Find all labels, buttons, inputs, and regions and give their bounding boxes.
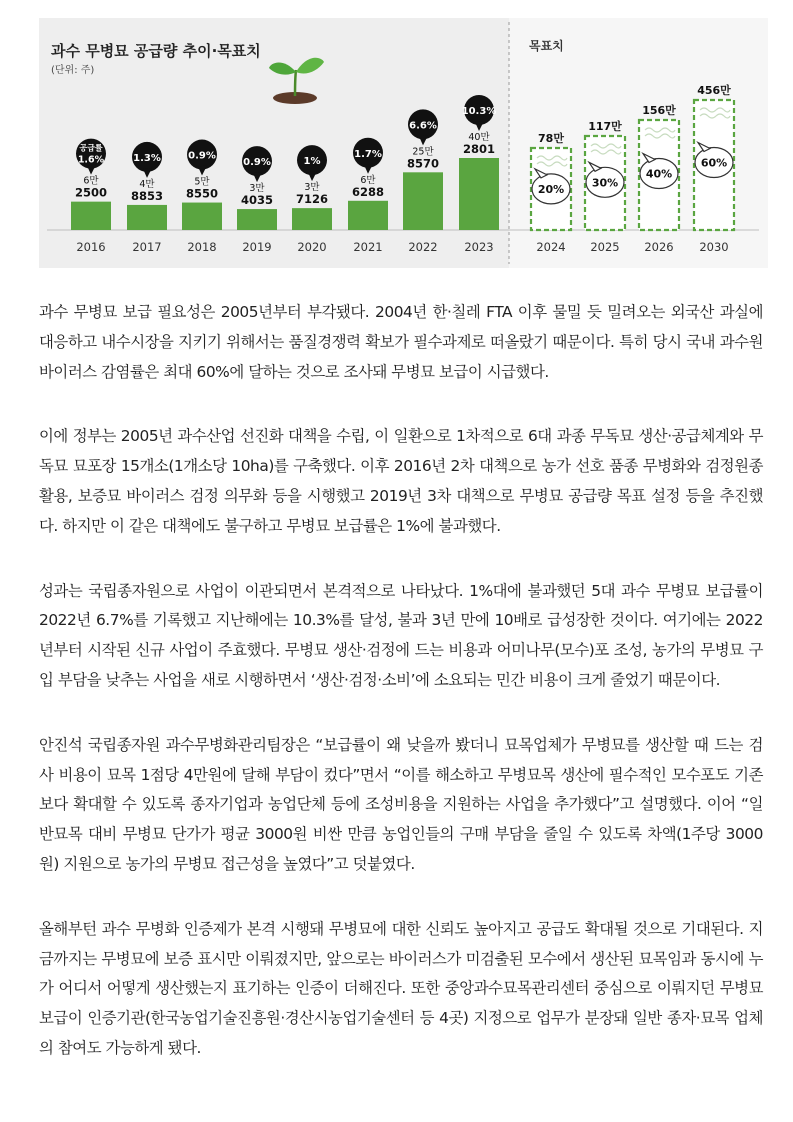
bar bbox=[127, 205, 167, 230]
x-tick-label: 2019 bbox=[242, 240, 272, 254]
rate-label: 0.9% bbox=[188, 150, 216, 162]
x-tick-label: 2022 bbox=[408, 240, 438, 254]
value-label-lower: 8853 bbox=[130, 188, 164, 203]
value-label-lower: 8550 bbox=[185, 186, 219, 201]
target-label: 목표치 bbox=[529, 39, 564, 53]
value-label-upper: 25만 bbox=[412, 146, 434, 158]
rate-label: 60% bbox=[700, 156, 728, 170]
bar bbox=[71, 202, 111, 230]
paragraph: 이에 정부는 2005년 과수산업 선진화 대책을 수립, 이 일환으로 1차적으로 6대 과종 무독묘 생산·공급체계와 무독묘 묘포장 15개소(1개소당 10ha)를 구축했다. 이후 2016년 2차 대책으로 농가 선호 품종 무병화와 검정원종 활용, 보증묘 바이러스 검정 의무화 등을 시행했고 2019년 3차 대책으로 무병묘 공급량 목표 설정 등을 추진했다. 하지만 이 같은 대책에도 불구하고 무병묘 보급률은 1%에 불과했다. bbox=[39, 427, 763, 535]
x-tick-label: 2016 bbox=[76, 240, 106, 254]
sprout-icon bbox=[269, 58, 324, 104]
rate-bubble-tail bbox=[143, 168, 152, 178]
value-label: 117만 bbox=[588, 120, 622, 133]
x-tick-label: 2021 bbox=[353, 240, 383, 254]
rate-label: 0.9% bbox=[243, 157, 271, 169]
x-tick-label: 2020 bbox=[297, 240, 327, 254]
rate-prefix: 공급률 bbox=[79, 143, 103, 153]
rate-label: 30% bbox=[591, 176, 619, 190]
value-label-upper: 6만 bbox=[83, 175, 99, 187]
x-tick-label: 2026 bbox=[644, 240, 674, 254]
value-label: 456만 bbox=[697, 84, 731, 97]
value-label: 156만 bbox=[642, 104, 676, 117]
value-label: 78만 bbox=[538, 132, 564, 145]
value-label-lower: 7126 bbox=[295, 192, 329, 207]
x-tick-label: 2030 bbox=[699, 240, 729, 254]
bar bbox=[403, 172, 443, 230]
paragraph: 안진석 국립종자원 과수무병화관리팀장은 “보급률이 왜 낮을까 봤더니 묘목업체가 무병묘를 생산할 때 드는 검사 비용이 묘목 1점당 4만원에 달해 부담이 컸다”면서 “이를 해소하고 무병묘목 생산에 필수적인 모수포도 기존보다 확대할 수 있도록 종자기업과 농업단체 등에 조성비용을 지원하는 사업을 추가했다”고 설명했다. 이어 “일반묘목 대비 무병묘 단가가 평균 3000원 비싼 만큼 농업인들의 구매 부담을 줄일 수 있도록 차액(1주당 3000원) 지원으로 농가의 무병묘 접근성을 높였다”고 덧붙였다. bbox=[39, 735, 763, 873]
rate-bubble-tail bbox=[308, 171, 317, 181]
article-body bbox=[39, 298, 763, 1099]
x-tick-label: 2023 bbox=[464, 240, 494, 254]
chart-title: 과수 무병묘 공급량 추이·목표치 bbox=[51, 42, 261, 60]
rate-bubble-tail bbox=[87, 165, 96, 175]
paragraph: 과수 무병묘 보급 필요성은 2005년부터 부각됐다. 2004년 한·칠레 FTA 이후 물밀 듯 밀려오는 외국산 과실에 대응하고 내수시장을 지키기 위해서는 품질경쟁력 확보가 필수과제로 떠올랐기 때문이다. 특히 당시 국내 과수원 바이러스 감염률은 최대 60%에 달하는 것으로 조사돼 무병묘 보급이 시급했다. bbox=[39, 303, 763, 381]
value-label-lower: 6288 bbox=[351, 184, 385, 199]
x-tick-label: 2024 bbox=[536, 240, 566, 254]
value-label-upper: 5만 bbox=[194, 176, 210, 188]
rate-bubble-tail bbox=[475, 121, 484, 131]
bar bbox=[237, 209, 277, 230]
rate-label: 40% bbox=[645, 167, 673, 181]
paragraph: 올해부턴 과수 무병화 인증제가 본격 시행돼 무병묘에 대한 신뢰도 높아지고 공급도 확대될 것으로 기대된다. 지금까지는 무병묘에 보증 표시만 이뤄졌지만, 앞으로는 바이러스가 미검출된 모수에서 생산된 묘목임과 동시에 누가 어디서 어떻게 생산했는지 표기하는 인증이 더해진다. 또한 중앙과수묘목관리센터 중심으로 이뤄지던 무병묘 보급이 인증기관(한국농업기술진흥원·경산시농업기술센터 등 4곳) 지정으로 업무가 분장돼 일반 종자·묘목 업체의 참여도 가능하게 됐다. bbox=[39, 919, 763, 1057]
value-label-upper: 4만 bbox=[139, 178, 155, 190]
value-label-upper: 3만 bbox=[249, 183, 265, 195]
x-tick-label: 2017 bbox=[132, 240, 162, 254]
value-label-upper: 3만 bbox=[304, 182, 320, 194]
rate-label: 1% bbox=[303, 156, 321, 168]
chart-unit: (단위: 주) bbox=[51, 65, 95, 76]
bar bbox=[459, 158, 499, 230]
supply-infographic bbox=[39, 18, 768, 268]
bar bbox=[182, 203, 222, 230]
rate-bubble-tail bbox=[419, 135, 428, 145]
value-label-upper: 40만 bbox=[468, 132, 490, 143]
rate-label: 6.6% bbox=[409, 120, 437, 132]
x-tick-label: 2018 bbox=[187, 240, 217, 254]
value-label-lower: 2801 bbox=[462, 142, 496, 156]
value-label-lower: 4035 bbox=[240, 193, 274, 208]
value-label-lower: 2500 bbox=[74, 185, 108, 200]
value-label-lower: 8570 bbox=[406, 156, 440, 171]
rate-label: 1.7% bbox=[354, 148, 382, 160]
rate-label: 20% bbox=[537, 182, 565, 196]
rate-label: 10.3% bbox=[461, 106, 497, 117]
supply-chart bbox=[39, 18, 768, 268]
value-label-upper: 6만 bbox=[360, 174, 376, 186]
rate-bubble-tail bbox=[364, 164, 373, 174]
rate-bubble-tail bbox=[253, 172, 262, 182]
rate-bubble-tail bbox=[198, 166, 207, 176]
paragraph: 성과는 국립종자원으로 사업이 이관되면서 본격적으로 나타났다. 1%대에 불과했던 5대 과수 무병묘 보급률이 2022년 6.7%를 기록했고 지난해에는 10.3%를 달성, 불과 3년 만에 10배로 급성장한 것이다. 여기에는 2022년부터 시작된 신규 사업이 주효했다. 무병묘 생산·검정에 드는 비용과 어미나무(모수)포 조성, 농가의 무병묘 구입 부담을 낮추는 사업을 새로 시행하면서 ‘생산·검정·소비’에 소요되는 민간 비용이 크게 줄었기 때문이다. bbox=[39, 581, 763, 689]
bar bbox=[292, 208, 332, 230]
rate-label: 1.3% bbox=[133, 152, 161, 164]
rate-label: 1.6% bbox=[77, 154, 105, 166]
bar bbox=[348, 201, 388, 230]
x-tick-label: 2025 bbox=[590, 240, 620, 254]
